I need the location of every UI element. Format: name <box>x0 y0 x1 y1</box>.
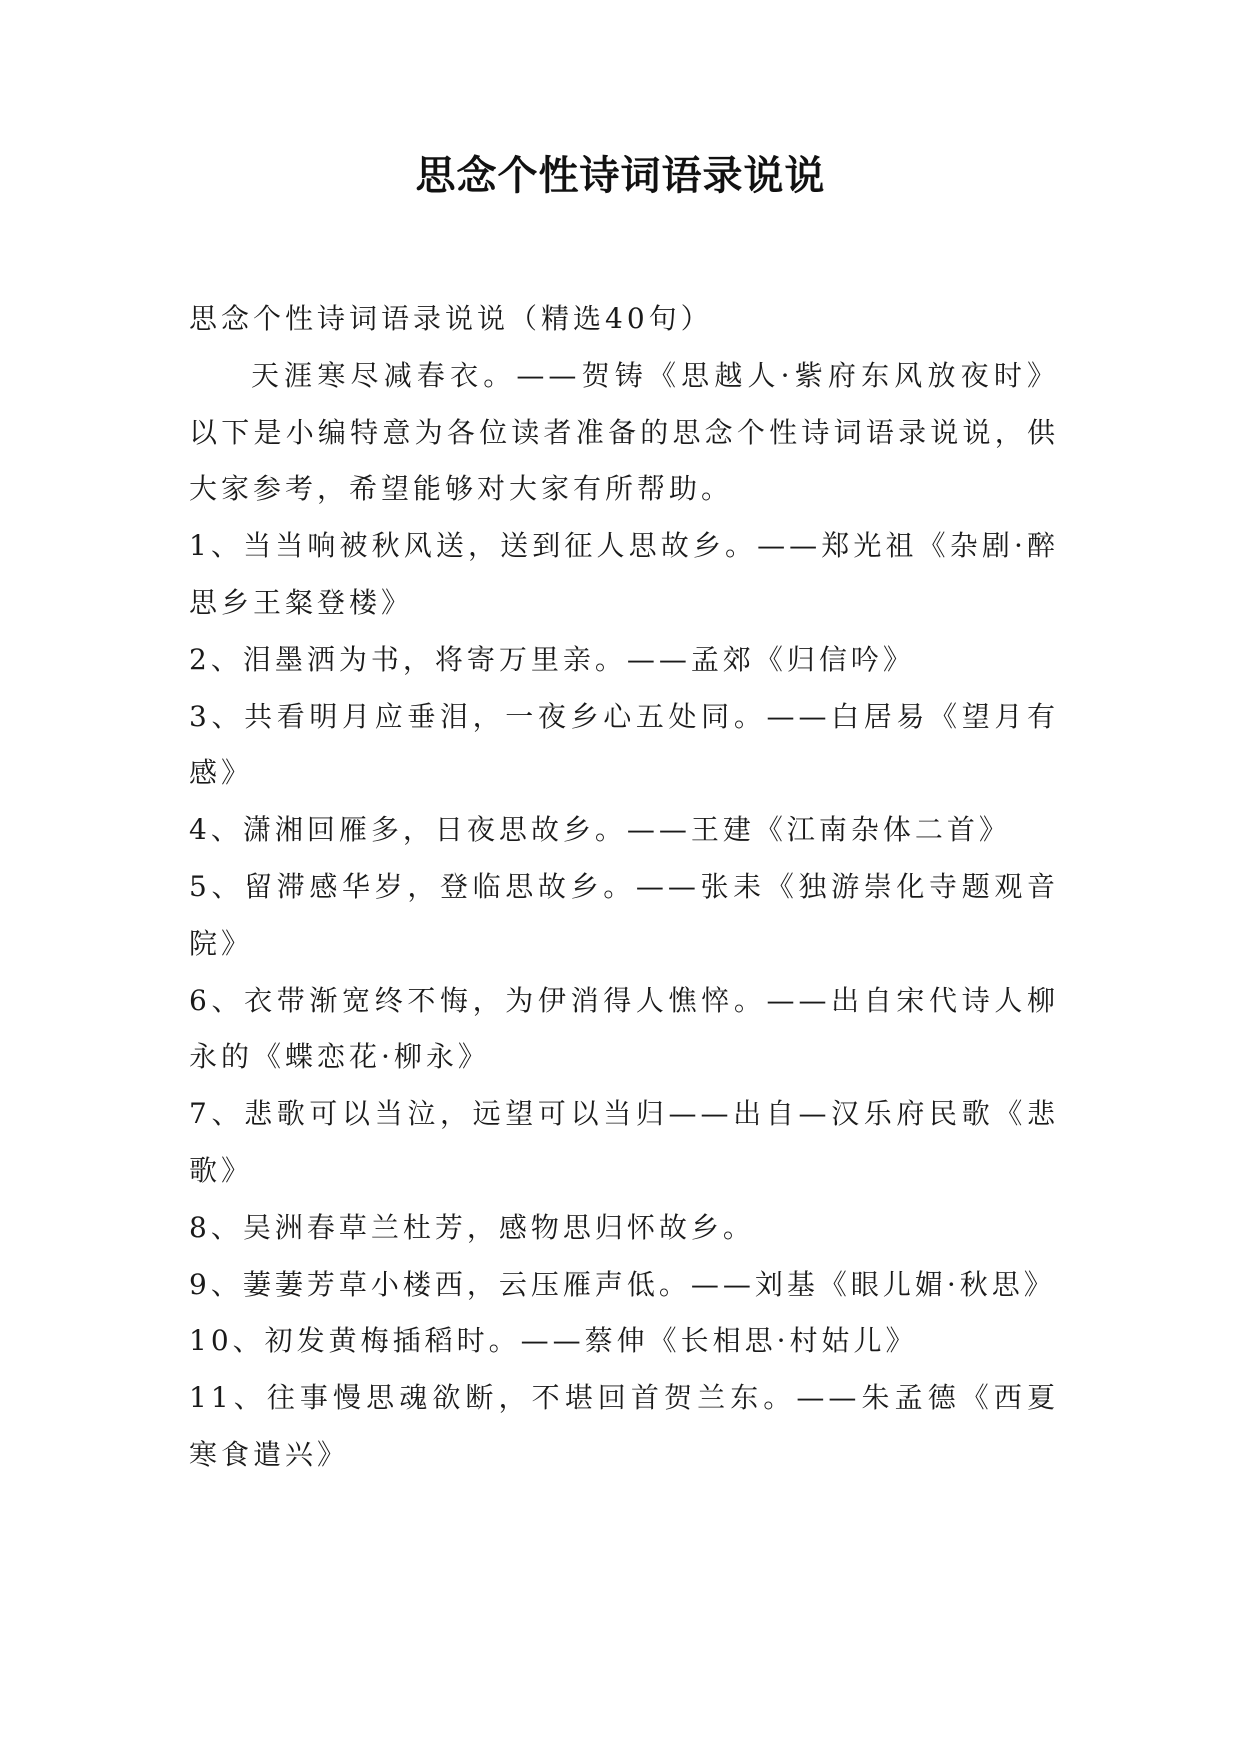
paragraph: 8、吴洲春草兰杜芳，感物思归怀故乡。 <box>189 1210 755 1244</box>
paragraph: 11、往事慢思魂欲断，不堪回首贺兰东。——朱孟德《西夏寒食遣兴》 <box>189 1381 1059 1471</box>
paragraph: 9、萋萋芳草小楼西，云压雁声低。——刘基《眼儿媚·秋思》 <box>189 1267 1056 1301</box>
document-body <box>189 291 1059 1484</box>
paragraph: 1、当当响被秋风送，送到征人思故乡。——郑光祖《杂剧·醉思乡王粲登楼》 <box>189 529 1059 619</box>
paragraph: 5、留滞感华岁，登临思故乡。——张耒《独游崇化寺题观音院》 <box>189 869 1059 960</box>
paragraph: 2、泪墨洒为书，将寄万里亲。——孟郊《归信吟》 <box>189 642 915 676</box>
paragraph: 天涯寒尽减春衣。——贺铸《思越人·紫府东风放夜时》以下是小编特意为各位读者准备的思念个性诗词语录说说，供大家参考，希望能够对大家有所帮助。 <box>189 358 1059 506</box>
paragraph: 7、悲歌可以当泣，远望可以当归——出自—汉乐府民歌《悲歌》 <box>189 1097 1059 1187</box>
document-title: 思念个性诗词语录说说 <box>415 152 826 199</box>
paragraph: 10、初发黄梅插稻时。——蔡伸《长相思·村姑儿》 <box>189 1324 918 1358</box>
paragraph: 6、衣带渐宽终不悔，为伊消得人憔悴。——出自宋代诗人柳永的《蝶恋花·柳永》 <box>189 983 1059 1074</box>
paragraph: 4、潇湘回雁多，日夜思故乡。——王建《江南杂体二首》 <box>189 813 1011 847</box>
document-subtitle: 思念个性诗词语录说说（精选40句） <box>189 302 713 335</box>
paragraph: 3、共看明月应垂泪，一夜乡心五处同。——白居易《望月有感》 <box>189 699 1059 790</box>
